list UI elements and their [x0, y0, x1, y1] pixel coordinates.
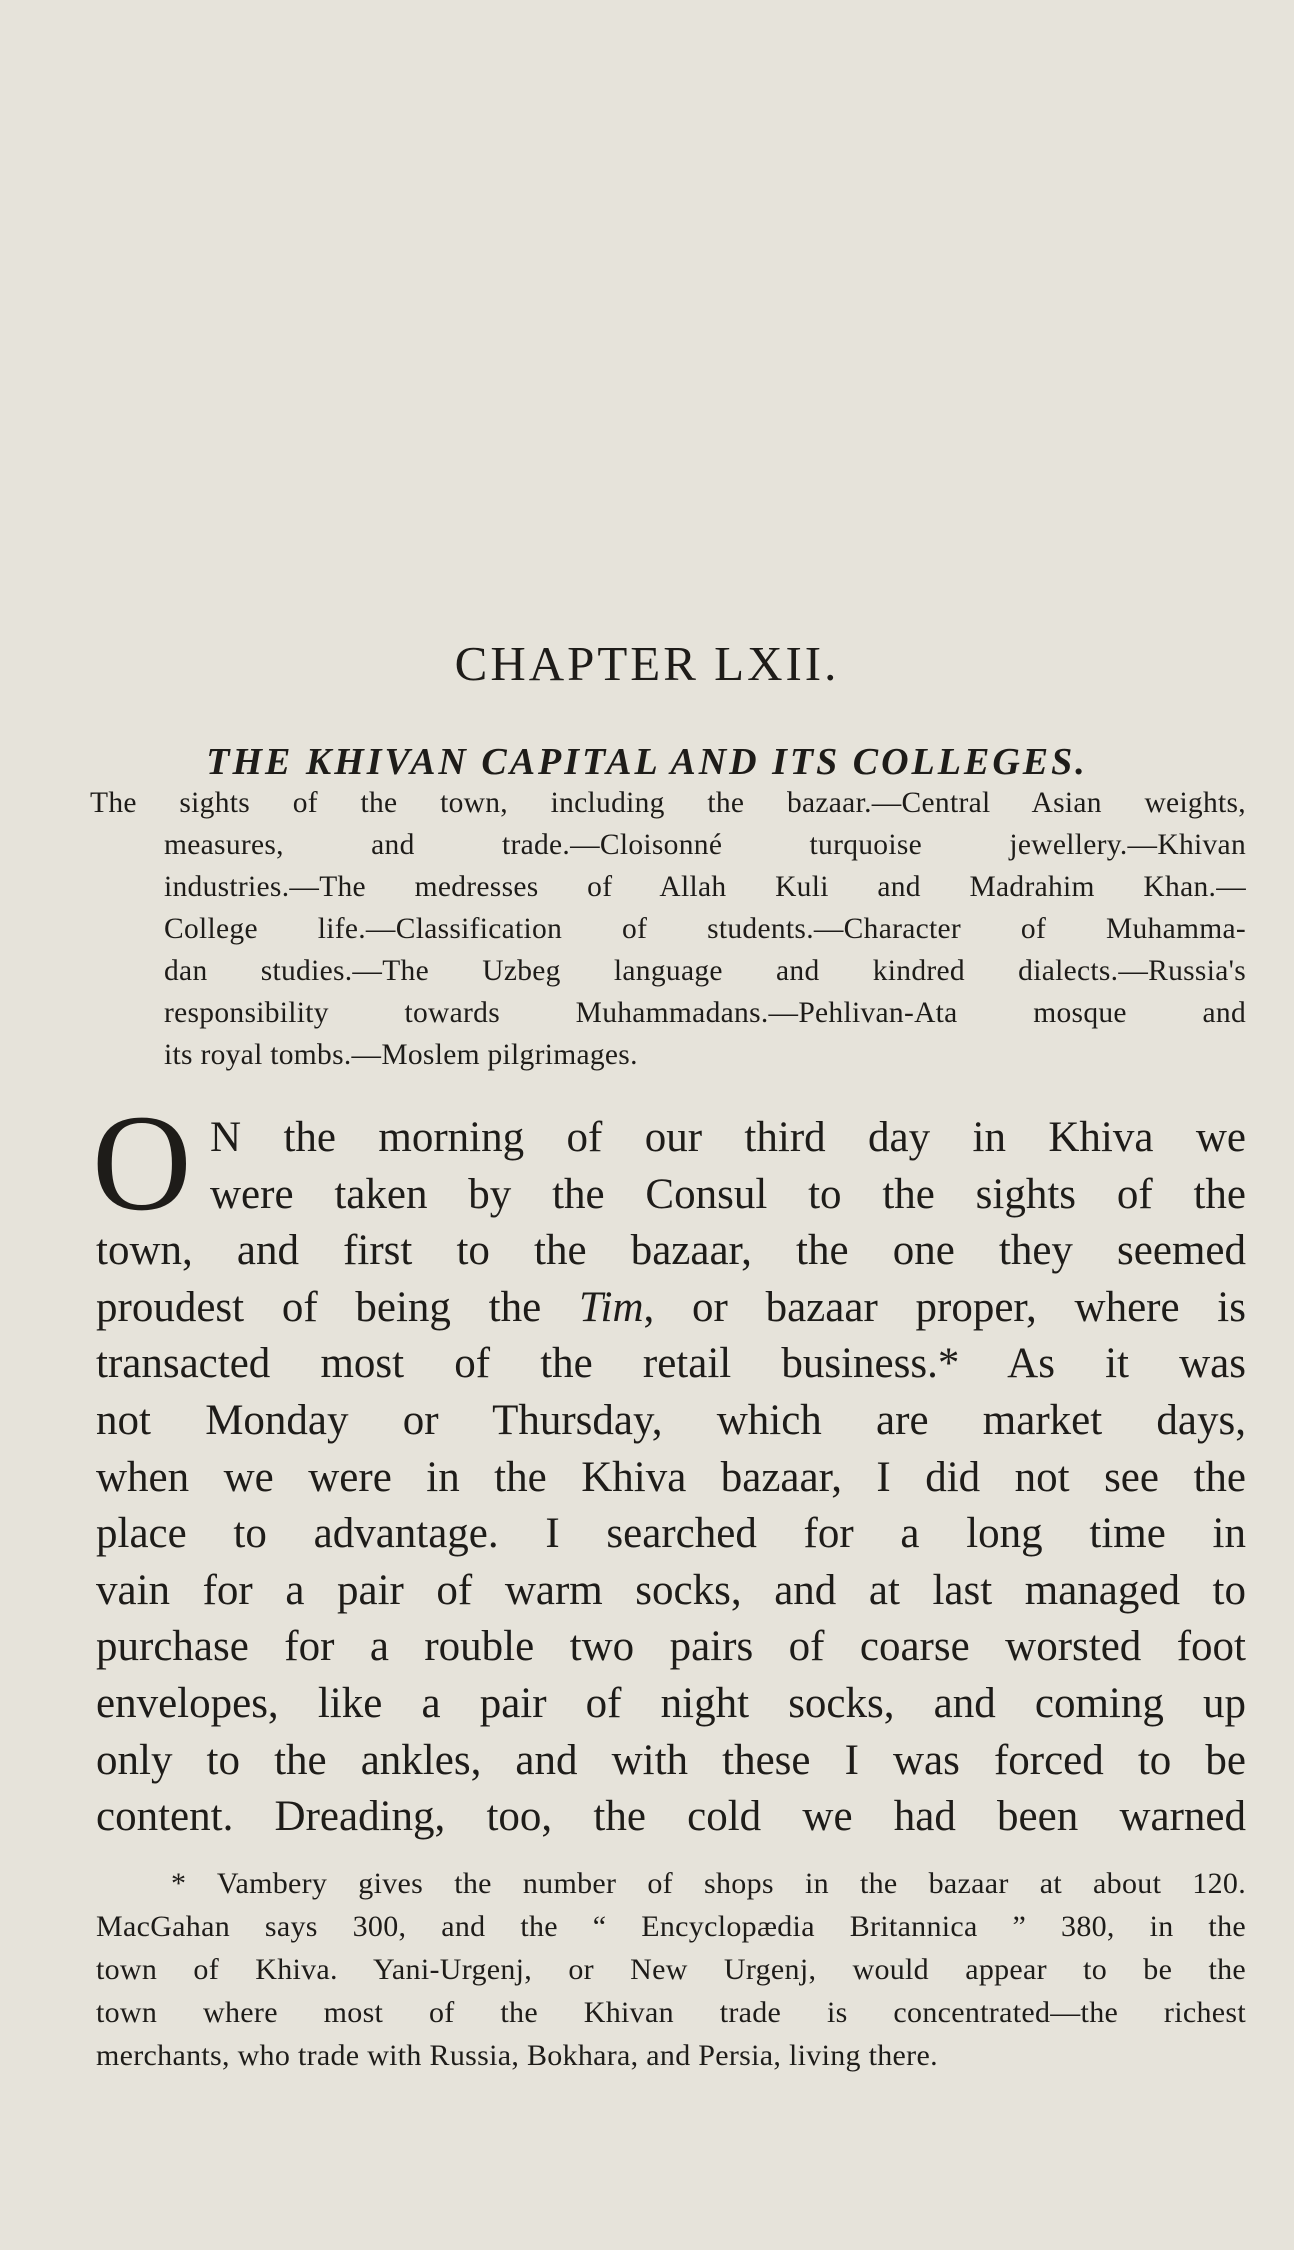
body-line: town, and first to the bazaar, the one they seemed	[96, 1227, 1246, 1275]
footnote-line: town of Khiva. Yani-Urgenj, or New Urgenj, would appear to be the	[96, 1953, 1246, 1986]
footnote	[96, 1862, 1246, 2077]
footnote-line: MacGahan says 300, and the “ Encyclopædia Britannica ” 380, in the	[96, 1910, 1246, 1943]
summary-line: The sights of the town, including the bazaar.—Central Asian weights,	[90, 787, 1246, 819]
summary-line: College life.—Classification of students.—Character of Muhamma-	[164, 913, 1246, 945]
footnote-line: town where most of the Khivan trade is concentrated—the richest	[96, 1996, 1246, 2029]
body-line: place to advantage. I searched for a long time in	[96, 1510, 1246, 1558]
summary-line: measures, and trade.—Cloisonné turquoise jewellery.—Khivan	[164, 829, 1246, 861]
body-line: not Monday or Thursday, which are market days,	[96, 1396, 1246, 1444]
body-text-segment: proudest of being the	[96, 1283, 579, 1331]
chapter-summary	[90, 782, 1246, 1076]
body-line: purchase for a rouble two pairs of coarse worsted foot	[96, 1623, 1246, 1671]
body-line: vain for a pair of warm socks, and at last managed to	[96, 1566, 1246, 1614]
body-text-segment: , or bazaar proper, where is	[643, 1283, 1246, 1331]
footnote-line: merchants, who trade with Russia, Bokhara, and Persia, living there.	[96, 2039, 938, 2072]
body-line: N the morning of our third day in Khiva we	[210, 1114, 1246, 1161]
body-line: when we were in the Khiva bazaar, I did not see the	[96, 1453, 1246, 1501]
italic-term: Tim	[578, 1283, 644, 1331]
footnote-line: * Vambery gives the number of shops in the bazaar at about 120.	[171, 1867, 1246, 1900]
body-line: transacted most of the retail business.* As it was	[96, 1340, 1246, 1388]
drop-cap: O	[92, 1086, 192, 1239]
chapter-title: CHAPTER LXII.	[454, 635, 840, 691]
body-line: envelopes, like a pair of night socks, and coming up	[96, 1679, 1246, 1727]
summary-line: industries.—The medresses of Allah Kuli and Madrahim Khan.—	[164, 871, 1246, 903]
body-line: were taken by the Consul to the sights of the	[210, 1170, 1246, 1218]
summary-line: dan studies.—The Uzbeg language and kindred dialects.—Russia's	[164, 955, 1246, 987]
body-line	[96, 1280, 1246, 1337]
body-line: content. Dreading, too, the cold we had been warned	[96, 1793, 1246, 1841]
chapter-subtitle: THE KHIVAN CAPITAL AND ITS COLLEGES.	[206, 740, 1088, 783]
body-paragraph	[96, 1110, 1246, 1846]
summary-line: responsibility towards Muhammadans.—Pehlivan-Ata mosque and	[164, 997, 1246, 1029]
body-line: only to the ankles, and with these I was forced to be	[96, 1736, 1246, 1784]
summary-line: its royal tombs.—Moslem pilgrimages.	[164, 1039, 638, 1071]
